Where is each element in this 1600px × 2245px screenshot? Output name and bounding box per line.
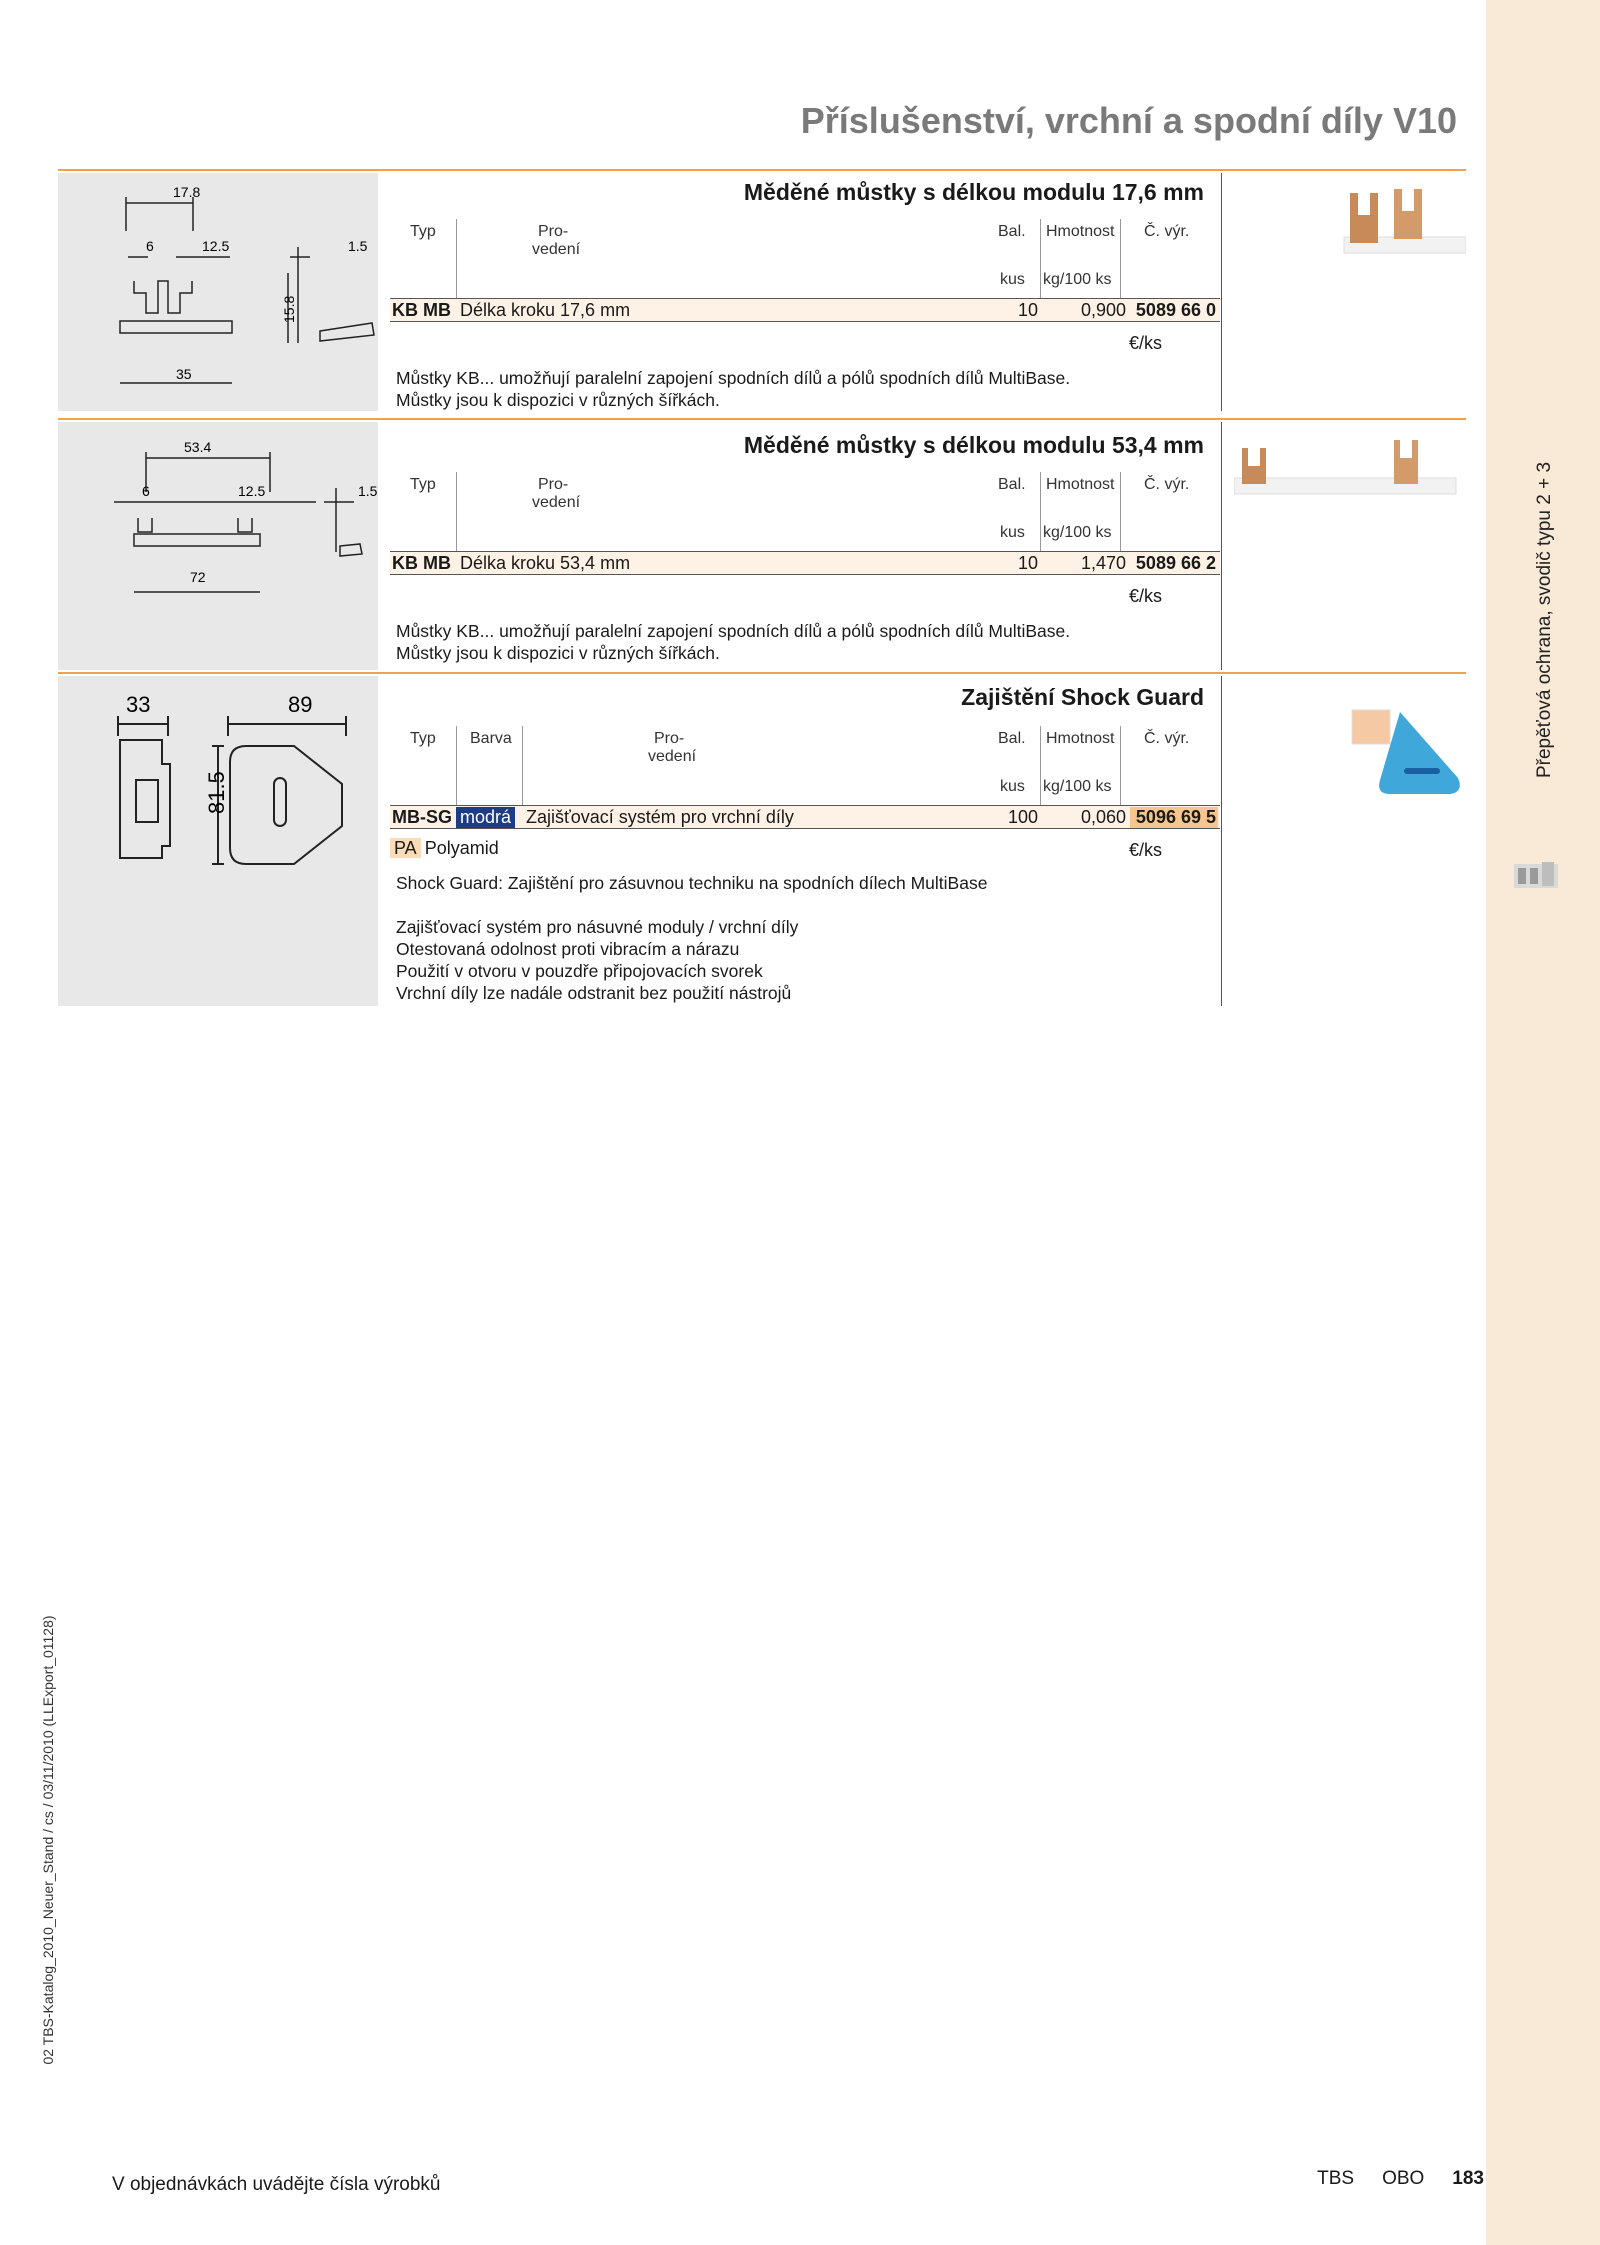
drawing-bridge-53-4 xyxy=(58,422,378,670)
hdr-typ: Typ xyxy=(410,476,436,493)
divider xyxy=(1221,422,1222,670)
section-title: Zajištění Shock Guard xyxy=(961,684,1204,710)
cell-hmotnost: 0,900 xyxy=(1080,300,1126,320)
hdr-hmotnost: Hmotnost xyxy=(1046,223,1115,240)
footer-obo: OBO xyxy=(1382,2168,1425,2189)
cell-typ: KB MB xyxy=(392,300,451,320)
section-shock-guard xyxy=(58,672,1466,1006)
hdr-provedeni-2: vedení xyxy=(648,748,697,765)
cell-provedeni: Délka kroku 53,4 mm xyxy=(460,553,631,573)
section-bridge-53-4 xyxy=(58,418,1466,670)
product-image-bridge-53-4 xyxy=(1234,422,1466,522)
footer-brand xyxy=(1289,2168,1484,2190)
hdr-bal: Bal. xyxy=(998,730,1026,747)
table-row xyxy=(390,298,1220,322)
drawing-bridge-17-6 xyxy=(58,173,378,411)
hdr-hmotnost: Hmotnost xyxy=(1046,476,1115,493)
product-icon xyxy=(1512,858,1560,892)
unit-label: €/ks xyxy=(1128,840,1162,860)
cell-provedeni: Délka kroku 17,6 mm xyxy=(460,300,631,320)
cell-cislo: 5096 69 5 xyxy=(1130,807,1218,828)
dim-72: 72 xyxy=(190,569,206,585)
cell-typ: MB-SG xyxy=(392,807,452,827)
unit-label: €/ks xyxy=(1128,333,1162,353)
material xyxy=(390,838,499,859)
hdr-provedeni-2: vedení xyxy=(532,241,581,258)
hdr-typ: Typ xyxy=(410,730,436,747)
table-row xyxy=(390,805,1220,829)
dim-89: 89 xyxy=(288,692,313,717)
drawing-shock-guard xyxy=(58,676,378,1006)
hdr-kg: kg/100 ks xyxy=(1043,271,1112,288)
dim-12-5: 12.5 xyxy=(202,238,230,254)
material-name: Polyamid xyxy=(424,838,499,858)
hdr-provedeni-1: Pro- xyxy=(538,223,569,240)
hdr-provedeni-1: Pro- xyxy=(538,476,569,493)
hdr-cislo: Č. výr. xyxy=(1144,476,1190,493)
hdr-kus: kus xyxy=(1000,778,1025,795)
dim-15-8: 15.8 xyxy=(281,295,297,323)
cell-bal: 10 xyxy=(1017,300,1038,320)
page-title: Příslušenství, vrchní a spodní díly V10 xyxy=(800,100,1457,141)
cell-provedeni: Zajišťovací systém pro vrchní díly xyxy=(526,807,794,827)
hdr-typ: Typ xyxy=(410,223,436,240)
dim-35: 35 xyxy=(176,366,192,382)
dim-12-5: 12.5 xyxy=(238,483,266,499)
section-title: Měděné můstky s délkou modulu 17,6 mm xyxy=(743,179,1204,205)
dim-1-5: 1.5 xyxy=(358,483,378,499)
product-image-bridge-17-6 xyxy=(1234,173,1466,273)
section-bridge-17-6 xyxy=(58,169,1466,411)
page-number: 183 xyxy=(1452,2168,1484,2189)
material-code: PA xyxy=(390,838,421,858)
footer-note: V objednávkách uvádějte čísla výrobků xyxy=(112,2174,441,2195)
dim-1-5: 1.5 xyxy=(348,238,368,254)
description: Shock Guard: Zajištění pro zásuvnou techniku na spodních dílech MultiBase Zajišťovací systém pro násuvné moduly / vrchní díly Otestovaná odolnost proti vibracím a nárazu Použití v otvoru v pouzdře připojovacích svorek Vrchní díly lze nadále odstranit bez použití nástrojů xyxy=(396,873,988,1003)
hdr-bal: Bal. xyxy=(998,476,1026,493)
unit-label: €/ks xyxy=(1128,586,1162,606)
footer-vertical: 02 TBS-Katalog_2010_Neuer_Stand / cs / 03/11/2010 (LLExport_01128) xyxy=(40,1615,56,2065)
description: Můstky KB... umožňují paralelní zapojení spodních dílů a pólů spodních dílů MultiBase. Můstky jsou k dispozici v různých šířkách. xyxy=(396,368,1071,410)
dim-17-8: 17.8 xyxy=(173,184,201,200)
dim-6: 6 xyxy=(142,483,150,499)
cell-cislo: 5089 66 2 xyxy=(1135,553,1216,573)
sidebar xyxy=(1486,0,1600,2245)
section-title: Měděné můstky s délkou modulu 53,4 mm xyxy=(743,432,1204,458)
dim-33: 33 xyxy=(126,692,151,717)
dim-81-5: 81.5 xyxy=(204,771,229,814)
description: Můstky KB... umožňují paralelní zapojení spodních dílů a pólů spodních dílů MultiBase. Můstky jsou k dispozici v různých šířkách. xyxy=(396,621,1071,663)
dim-53-4: 53.4 xyxy=(184,439,212,455)
hdr-provedeni-2: vedení xyxy=(532,494,581,511)
cell-hmotnost: 1,470 xyxy=(1080,553,1126,573)
cell-typ: KB MB xyxy=(392,553,451,573)
divider xyxy=(1221,676,1222,1006)
cell-cislo: 5089 66 0 xyxy=(1135,300,1216,320)
hdr-cislo: Č. výr. xyxy=(1144,223,1190,240)
sidebar-vertical-text: Přepěťová ochrana, svodič typu 2 + 3 xyxy=(1534,461,1555,779)
divider xyxy=(1221,173,1222,411)
cell-bal: 10 xyxy=(1017,553,1038,573)
cell-bal: 100 xyxy=(1007,807,1038,827)
hdr-kg: kg/100 ks xyxy=(1043,524,1112,541)
cell-hmotnost: 0,060 xyxy=(1080,807,1126,827)
hdr-kus: kus xyxy=(1000,271,1025,288)
hdr-provedeni-1: Pro- xyxy=(654,730,685,747)
hdr-kg: kg/100 ks xyxy=(1043,778,1112,795)
product-image-shock-guard xyxy=(1234,676,1466,806)
hdr-kus: kus xyxy=(1000,524,1025,541)
hdr-cislo: Č. výr. xyxy=(1144,730,1190,747)
footer-tbs: TBS xyxy=(1317,2168,1355,2189)
dim-6: 6 xyxy=(146,238,154,254)
hdr-bal: Bal. xyxy=(998,223,1026,240)
table-row xyxy=(390,551,1220,575)
hdr-barva: Barva xyxy=(470,730,512,747)
hdr-hmotnost: Hmotnost xyxy=(1046,730,1115,747)
cell-barva: modrá xyxy=(456,807,515,828)
